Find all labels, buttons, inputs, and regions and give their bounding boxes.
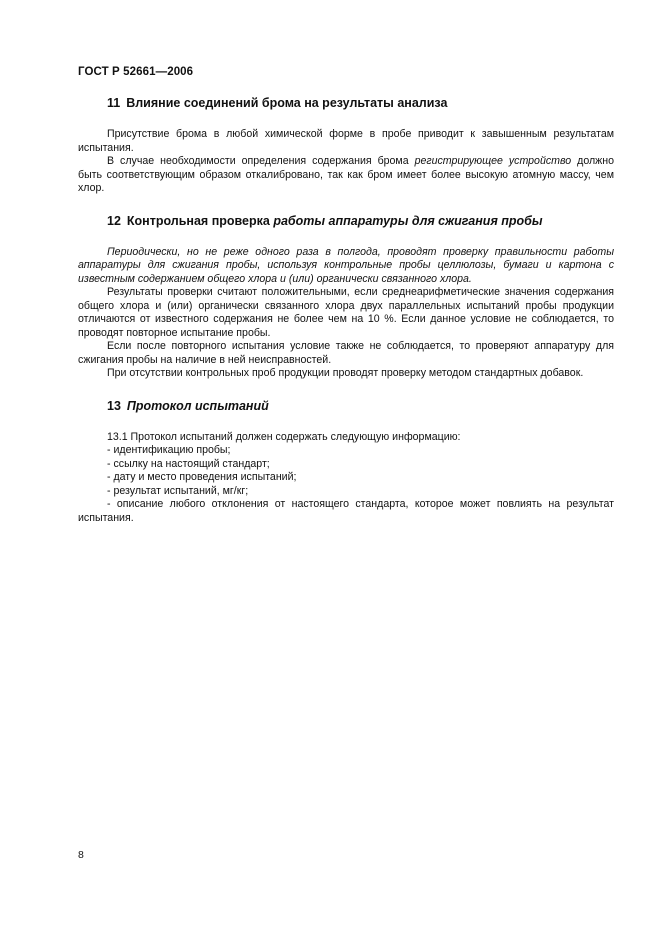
- section-11-number: 11: [107, 96, 121, 110]
- list-item: - дату и место проведения испытаний;: [107, 471, 297, 483]
- section-12: [78, 214, 614, 381]
- section-13: [78, 399, 614, 526]
- section-11-title: [78, 96, 614, 111]
- document-code: ГОСТ Р 52661—2006: [78, 66, 194, 78]
- list-item: - идентификацию пробы;: [107, 444, 231, 456]
- section-12-paragraph-3: Если после повторного испытания условие также не соблюдается, то проверяют аппаратуру для сжигания пробы на наличие в ней неисправностей.: [78, 340, 614, 366]
- section-12-title-italic: работы аппаратуры для сжигания пробы: [273, 213, 543, 228]
- page-number: 8: [78, 849, 84, 861]
- list-item: - описание любого отклонения от настоящего стандарта, которое может повлиять на результат испытания.: [78, 498, 614, 524]
- section-11: [78, 96, 614, 196]
- section-11-p2-text-a: В случае необходимости определения содержания брома: [107, 155, 415, 167]
- section-12-paragraph-1: Периодически, но не реже одного раза в полгода, проводят проверку правильности работы аппаратуры для сжигания пробы, используя контрольные пробы целлюлозы, бумаги и картона с известным содержанием общего хлора и (или) органически связанного хлора.: [78, 245, 614, 285]
- list-item: - ссылку на настоящий стандарт;: [107, 457, 270, 470]
- section-13-number: 13: [107, 398, 121, 413]
- section-11-title-text: Влияние соединений брома на результаты анализа: [126, 96, 448, 110]
- section-13-title: [78, 399, 614, 414]
- section-12-paragraph-2: Результаты проверки считают положительными, если среднеарифметические значения содержания общего хлора и (или) органически связанного хлора двух параллельных испытаний пробы продукции отличаются от известного содержания не более чем на 10 %. Если данное условие не соблюдается, то проводят повторное испытание пробы.: [78, 286, 614, 339]
- section-11-paragraph-1: Присутствие брома в любой химической форме в пробе приводит к завышенным результатам испытания.: [78, 128, 614, 154]
- section-11-p2-italic: регистрирующее устройство: [414, 155, 572, 167]
- section-12-title: [78, 214, 614, 229]
- section-12-title-text: Контрольная проверка: [126, 213, 274, 228]
- section-12-number: 12: [107, 213, 121, 228]
- section-11-paragraph-2: [78, 155, 614, 196]
- section-11-p2-text-b: должно быть соответствующим образом откалибровано, так как бром имеет более высокую атомную массу, чем хлор.: [78, 155, 614, 194]
- section-12-paragraph-4: При отсутствии контрольных проб продукции проводят проверку методом стандартных добавок.: [107, 367, 584, 379]
- section-13-intro: 13.1 Протокол испытаний должен содержать следующую информацию:: [107, 430, 461, 443]
- page-content: [78, 96, 614, 525]
- section-13-title-text: Протокол испытаний: [126, 398, 269, 413]
- list-item: - результат испытаний, мг/кг;: [107, 484, 249, 497]
